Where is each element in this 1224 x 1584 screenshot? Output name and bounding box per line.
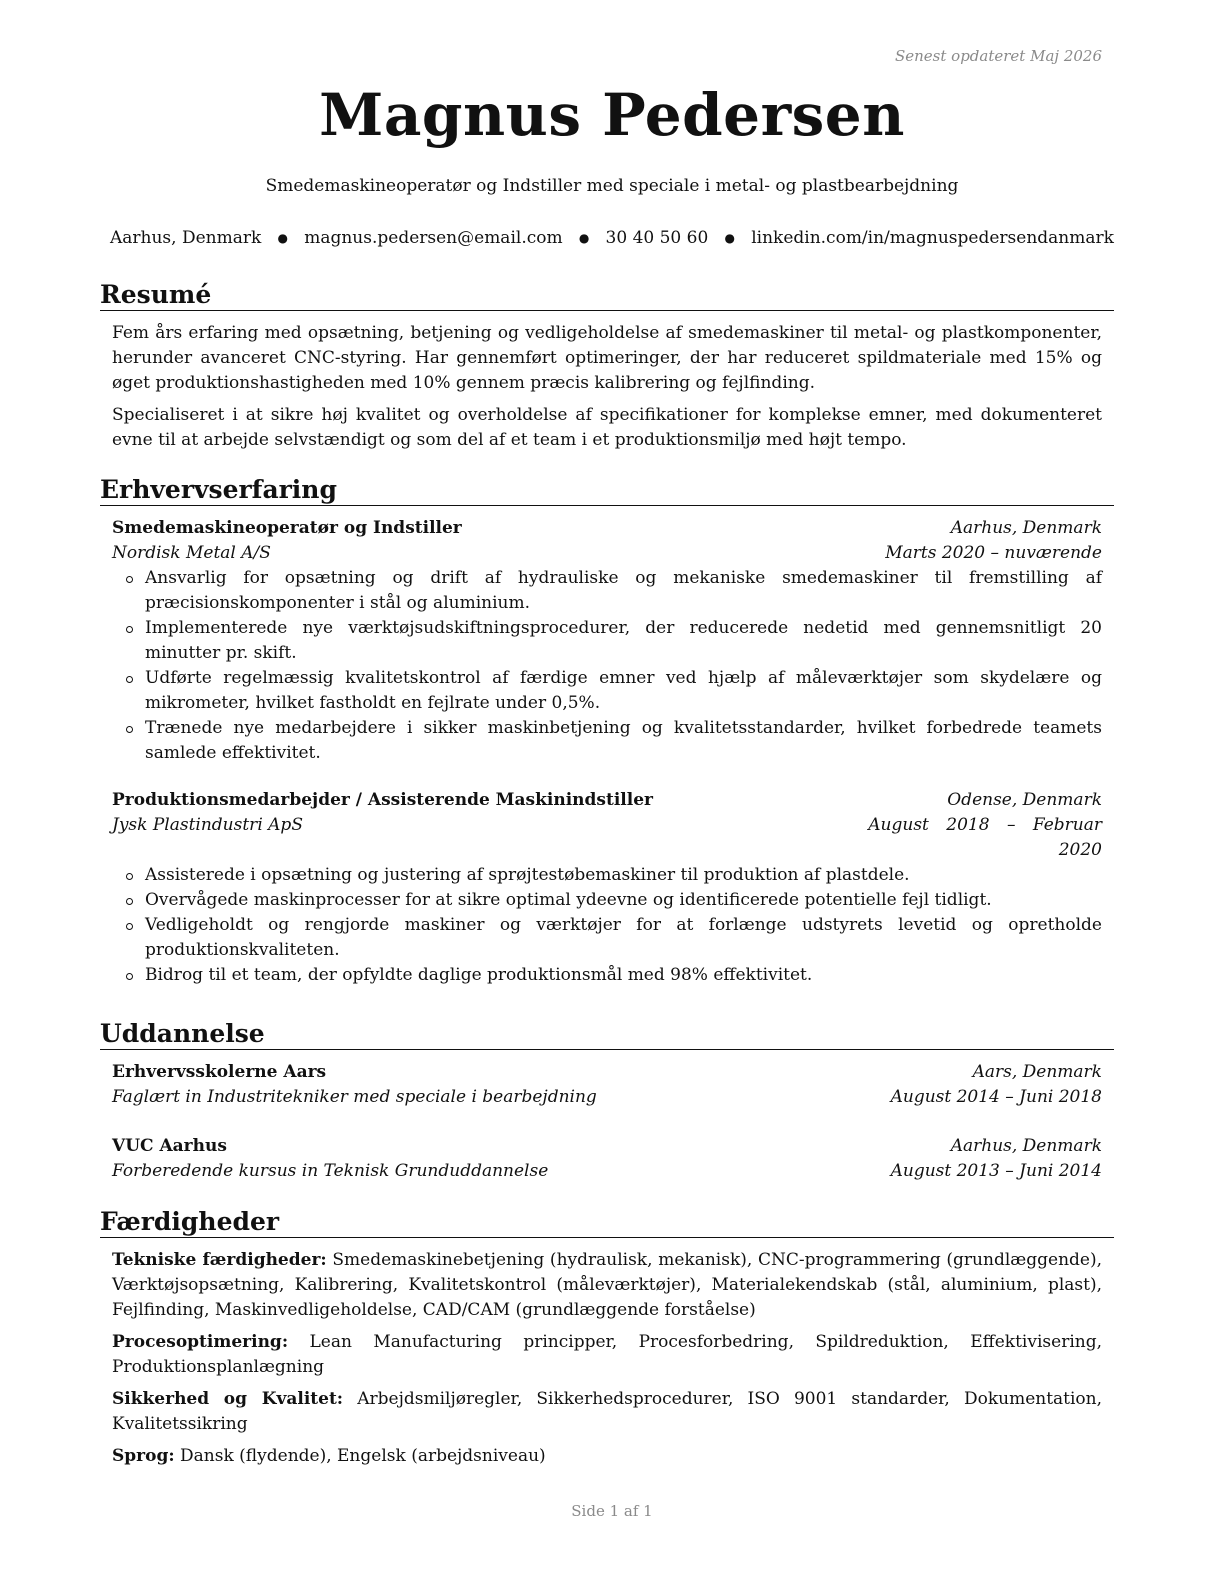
list-item: [112, 666, 1102, 716]
bullet-text: Ansvarlig for opsætning og drift af hydrauliske og mekaniske smedemaskiner til fremstilling af præcisionskomponenter i stål og aluminium.: [145, 567, 1102, 613]
education-entry: [112, 1060, 1102, 1110]
skill-text: Dansk (flydende), Engelsk (arbejdsniveau): [180, 1445, 546, 1466]
job-role: Produktionsmedarbejder / Assisterende Maskinindstiller: [112, 789, 653, 810]
bullet-text: Assisterede i opsætning og justering af sprøjtestøbemaskiner til produktion af plastdele.: [145, 864, 910, 885]
bullet-text: Udførte regelmæssig kvalitetskontrol af færdige emner ved hjælp af måleværktøjer som skydelære og mikrometer, hvilket fastholdt en fejlrate under 0,5%.: [145, 667, 1102, 713]
skill-label: Sprog:: [112, 1445, 175, 1466]
school-name: VUC Aarhus: [112, 1135, 227, 1156]
bullet-text: Bidrog til et team, der opfyldte daglige produktionsmål med 98% effektivitet.: [145, 964, 813, 985]
bullet-text: Trænede nye medarbejdere i sikker maskinbetjening og kvalitetsstandarder, hvilket forbedrede teamets samlede effektivitet.: [145, 717, 1102, 763]
job-company: Nordisk Metal A/S: [112, 542, 271, 563]
bullet-text: Implementerede nye værktøjsudskiftningsprocedurer, der reducerede nedetid med gennemsnitligt 20 minutter pr. skift.: [145, 617, 1102, 663]
contact-location: Aarhus, Denmark: [110, 228, 262, 248]
list-item: [112, 913, 1102, 963]
bullet-separator: ●: [724, 231, 735, 245]
experience-section: [100, 476, 1114, 988]
person-name: Magnus Pedersen: [319, 81, 905, 149]
skill-text: Smedemaskinebetjening (hydraulisk, mekanisk), CNC-programmering (grundlæggende), Værktøjsopsætning, Kalibrering, Kvalitetskontrol (måleværktøjer), Materialekendskab (stål, aluminium, plast), Fejlfinding, Maskinvedligeholdelse, CAD/CAM (grundlæggende forståelse): [112, 1249, 1103, 1320]
bullet-text: Overvågede maskinprocesser for at sikre optimal ydeevne og identificerede potentielle fejl tidligt.: [145, 889, 992, 910]
job-location: Aarhus, Denmark: [950, 517, 1102, 538]
skill-group: [112, 1387, 1102, 1437]
list-item: [112, 863, 1102, 888]
summary-section: [100, 281, 1114, 460]
job-dates-continued: 2020: [1058, 839, 1102, 860]
bullet-separator: ●: [578, 231, 590, 245]
job-bullets: [112, 566, 1102, 766]
job-location: Odense, Denmark: [947, 789, 1102, 810]
skill-text: Lean Manufacturing principper, Procesforbedring, Spildreduktion, Effektivisering, Produktionsplanlægning: [112, 1331, 1102, 1377]
ring-bullet-icon: [126, 626, 133, 633]
list-item: [112, 963, 1102, 988]
list-item: [112, 888, 1102, 913]
job-dates: Marts 2020 – nuværende: [885, 542, 1102, 563]
ring-bullet-icon: [126, 576, 133, 583]
skill-label: Tekniske færdigheder:: [112, 1249, 327, 1270]
ring-bullet-icon: [126, 973, 133, 980]
school-location: Aars, Denmark: [972, 1061, 1102, 1082]
ring-bullet-icon: [126, 726, 133, 733]
skill-group: [112, 1248, 1102, 1323]
contact-line: [110, 228, 1114, 248]
job-role: Smedemaskineoperatør og Indstiller: [112, 517, 462, 538]
ring-bullet-icon: [126, 873, 133, 880]
skill-label: Sikkerhed og Kvalitet:: [112, 1388, 344, 1409]
skill-text: Arbejdsmiljøregler, Sikkerhedsprocedurer, ISO 9001 standarder, Dokumentation, Kvalitetssikring: [112, 1388, 1103, 1434]
degree: Faglært in Industritekniker med speciale i bearbejdning: [112, 1086, 597, 1107]
ring-bullet-icon: [126, 898, 133, 905]
summary-paragraph: Specialiseret i at sikre høj kvalitet og overholdelse af specifikationer for komplekse emner, med dokumenteret evne til at arbejde selvstændigt og som del af et team i et produktionsmiljø med højt tempo.: [112, 404, 1102, 450]
skill-group: [112, 1444, 1102, 1469]
skill-label: Procesoptimering:: [112, 1331, 289, 1352]
page-number: Side 1 af 1: [571, 1502, 653, 1520]
education-dates: August 2013 – Juni 2014: [890, 1160, 1102, 1181]
contact-email[interactable]: magnus.pedersen@email.com: [304, 228, 563, 248]
bullet-text: Vedligeholdt og rengjorde maskiner og værktøjer for at forlænge udstyrets levetid og opretholde produktionskvaliteten.: [145, 914, 1102, 960]
contact-linkedin[interactable]: linkedin.com/in/magnuspedersendanmark: [751, 228, 1114, 248]
job-company: Jysk Plastindustri ApS: [112, 814, 303, 835]
section-heading: Uddannelse: [100, 1020, 1114, 1050]
education-section: [100, 1020, 1114, 1184]
school-name: Erhvervsskolerne Aars: [112, 1061, 327, 1082]
school-location: Aarhus, Denmark: [950, 1135, 1102, 1156]
bullet-separator: ●: [277, 231, 288, 245]
summary-paragraph: Fem års erfaring med opsætning, betjening og vedligeholdelse af smedemaskiner til metal- og plastkomponenter, herunder avanceret CNC-styring. Har gennemført optimeringer, der har reduceret spildmateriale med 15% og øget produktionshastigheden med 10% gennem præcis kalibrering og fejlfinding.: [112, 322, 1102, 393]
job-entry: [112, 788, 1102, 988]
last-updated: Senest opdateret Maj 2026: [894, 47, 1102, 65]
job-entry: [112, 516, 1102, 766]
education-entry: [112, 1134, 1102, 1184]
section-heading: Erhvervserfaring: [100, 476, 1114, 506]
job-bullets: [112, 863, 1102, 988]
degree: Forberedende kursus in Teknisk Grunduddannelse: [112, 1160, 549, 1181]
contact-phone[interactable]: 30 40 50 60: [605, 228, 709, 248]
skill-group: [112, 1330, 1102, 1380]
ring-bullet-icon: [126, 676, 133, 683]
list-item: [112, 716, 1102, 766]
section-heading: Resumé: [100, 281, 1114, 311]
list-item: [112, 616, 1102, 666]
education-dates: August 2014 – Juni 2018: [890, 1086, 1102, 1107]
skills-section: [100, 1208, 1114, 1476]
section-heading: Færdigheder: [100, 1208, 1114, 1238]
job-dates: August 2018 – Februar: [868, 814, 1102, 835]
ring-bullet-icon: [126, 923, 133, 930]
list-item: [112, 566, 1102, 616]
headline: Smedemaskineoperatør og Indstiller med speciale i metal- og plastbearbejdning: [265, 176, 959, 196]
